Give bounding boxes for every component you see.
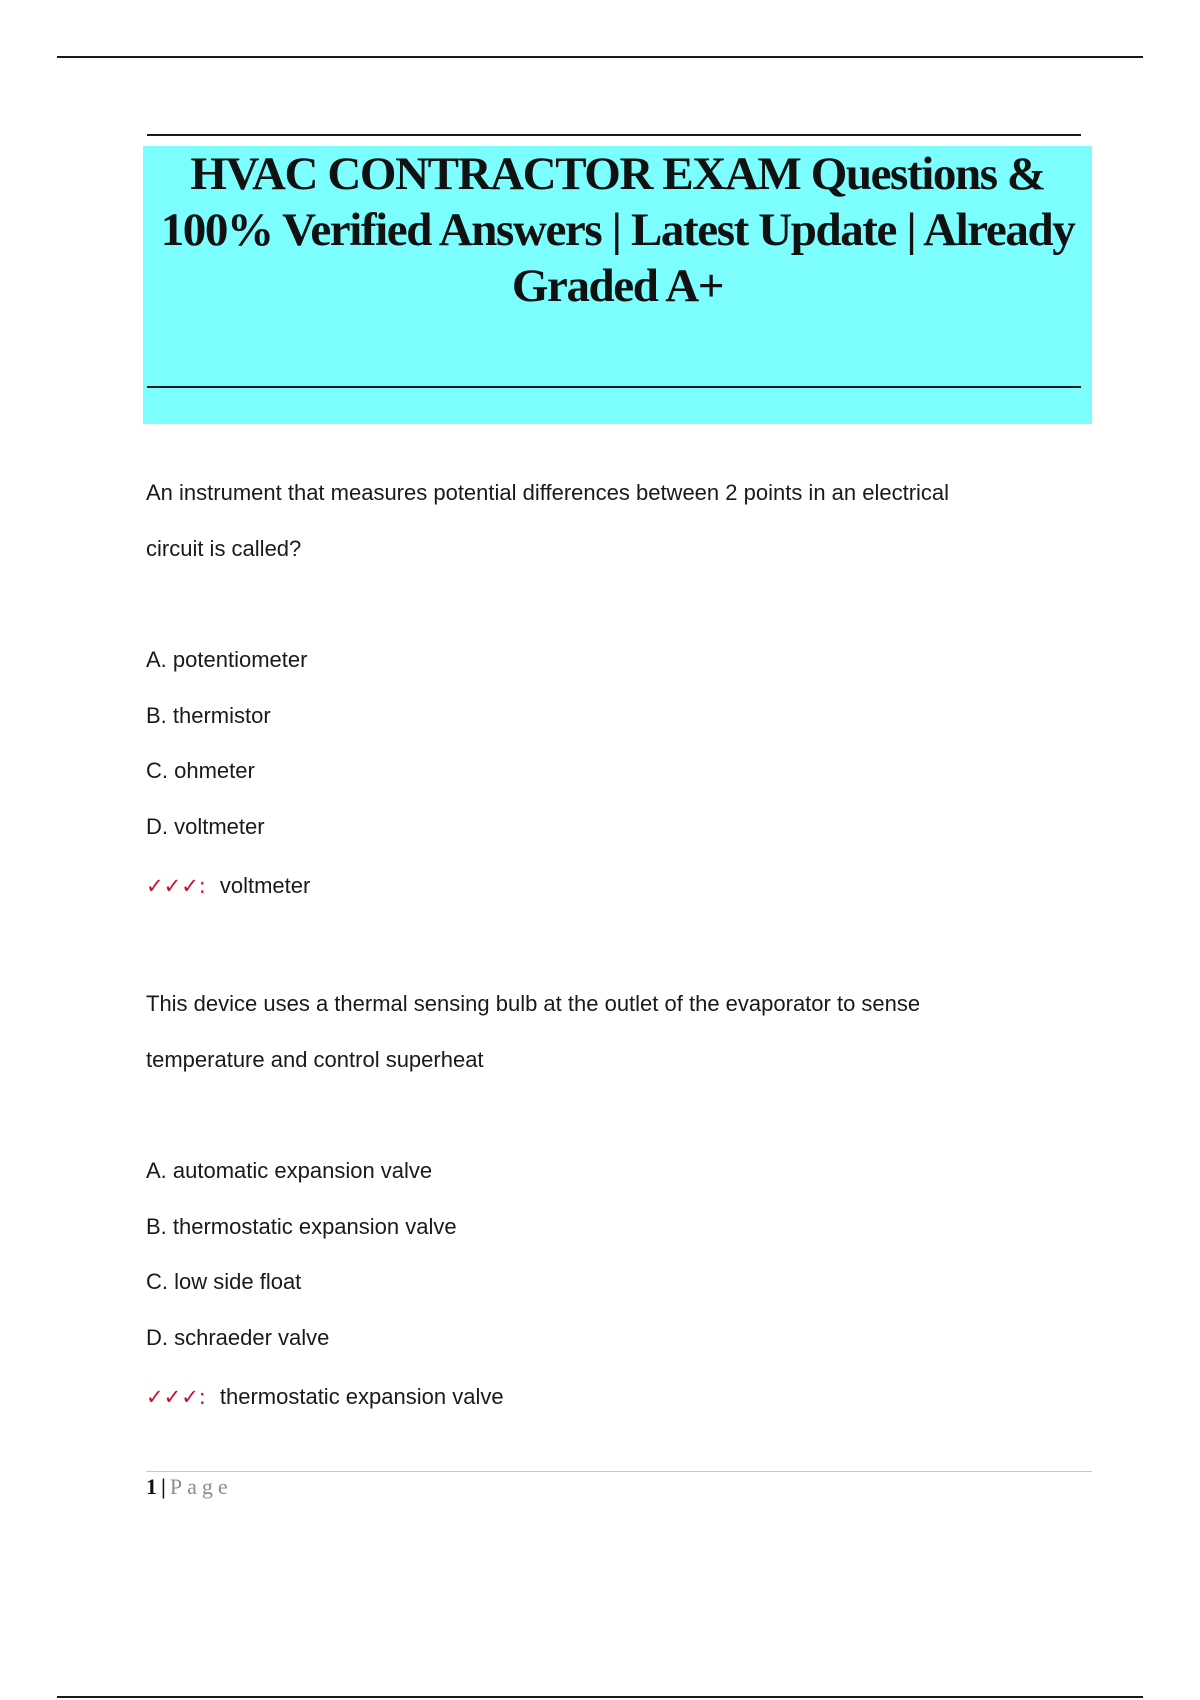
answer-option: B. thermostatic expansion valve: [146, 1214, 457, 1239]
correct-answer: [146, 872, 310, 900]
title-line: HVAC CONTRACTOR EXAM Questions &: [190, 148, 1045, 200]
title-line: 100% Verified Answers | Latest Update | Already: [160, 204, 1075, 256]
correct-answer: [146, 1383, 504, 1411]
page-label: Page: [169, 1474, 233, 1499]
check-mark-icon: ✓✓✓:: [146, 1385, 206, 1409]
answer-option: B. thermistor: [146, 703, 271, 728]
answer-option: C. ohmeter: [146, 758, 255, 783]
question-text: This device uses a thermal sensing bulb at the outlet of the evaporator to sense: [146, 991, 921, 1016]
answer-option: A. potentiometer: [146, 647, 308, 672]
correct-answer-text: thermostatic expansion valve: [219, 1384, 504, 1409]
answer-option: D. voltmeter: [146, 814, 265, 839]
title-line: Graded A+: [511, 260, 724, 312]
title-top-rule: [147, 134, 1081, 136]
page-bottom-rule: [57, 1696, 1143, 1698]
page-separator: |: [161, 1474, 166, 1499]
document-title: [143, 146, 1092, 314]
title-bottom-rule: [147, 386, 1081, 388]
correct-answer-text: voltmeter: [219, 873, 311, 898]
footer-rule: [146, 1471, 1092, 1472]
page-top-rule: [57, 56, 1143, 58]
answer-option: D. schraeder valve: [146, 1325, 330, 1350]
question-text: circuit is called?: [146, 536, 302, 561]
page-number: 1: [146, 1474, 157, 1499]
answer-option: A. automatic expansion valve: [146, 1158, 433, 1183]
answer-option: C. low side float: [146, 1269, 302, 1294]
title-banner: [143, 146, 1092, 424]
check-mark-icon: ✓✓✓:: [146, 874, 206, 898]
question-text: temperature and control superheat: [146, 1047, 484, 1072]
page-footer: [146, 1473, 233, 1501]
question-text: An instrument that measures potential differences between 2 points in an electrical: [146, 480, 950, 505]
